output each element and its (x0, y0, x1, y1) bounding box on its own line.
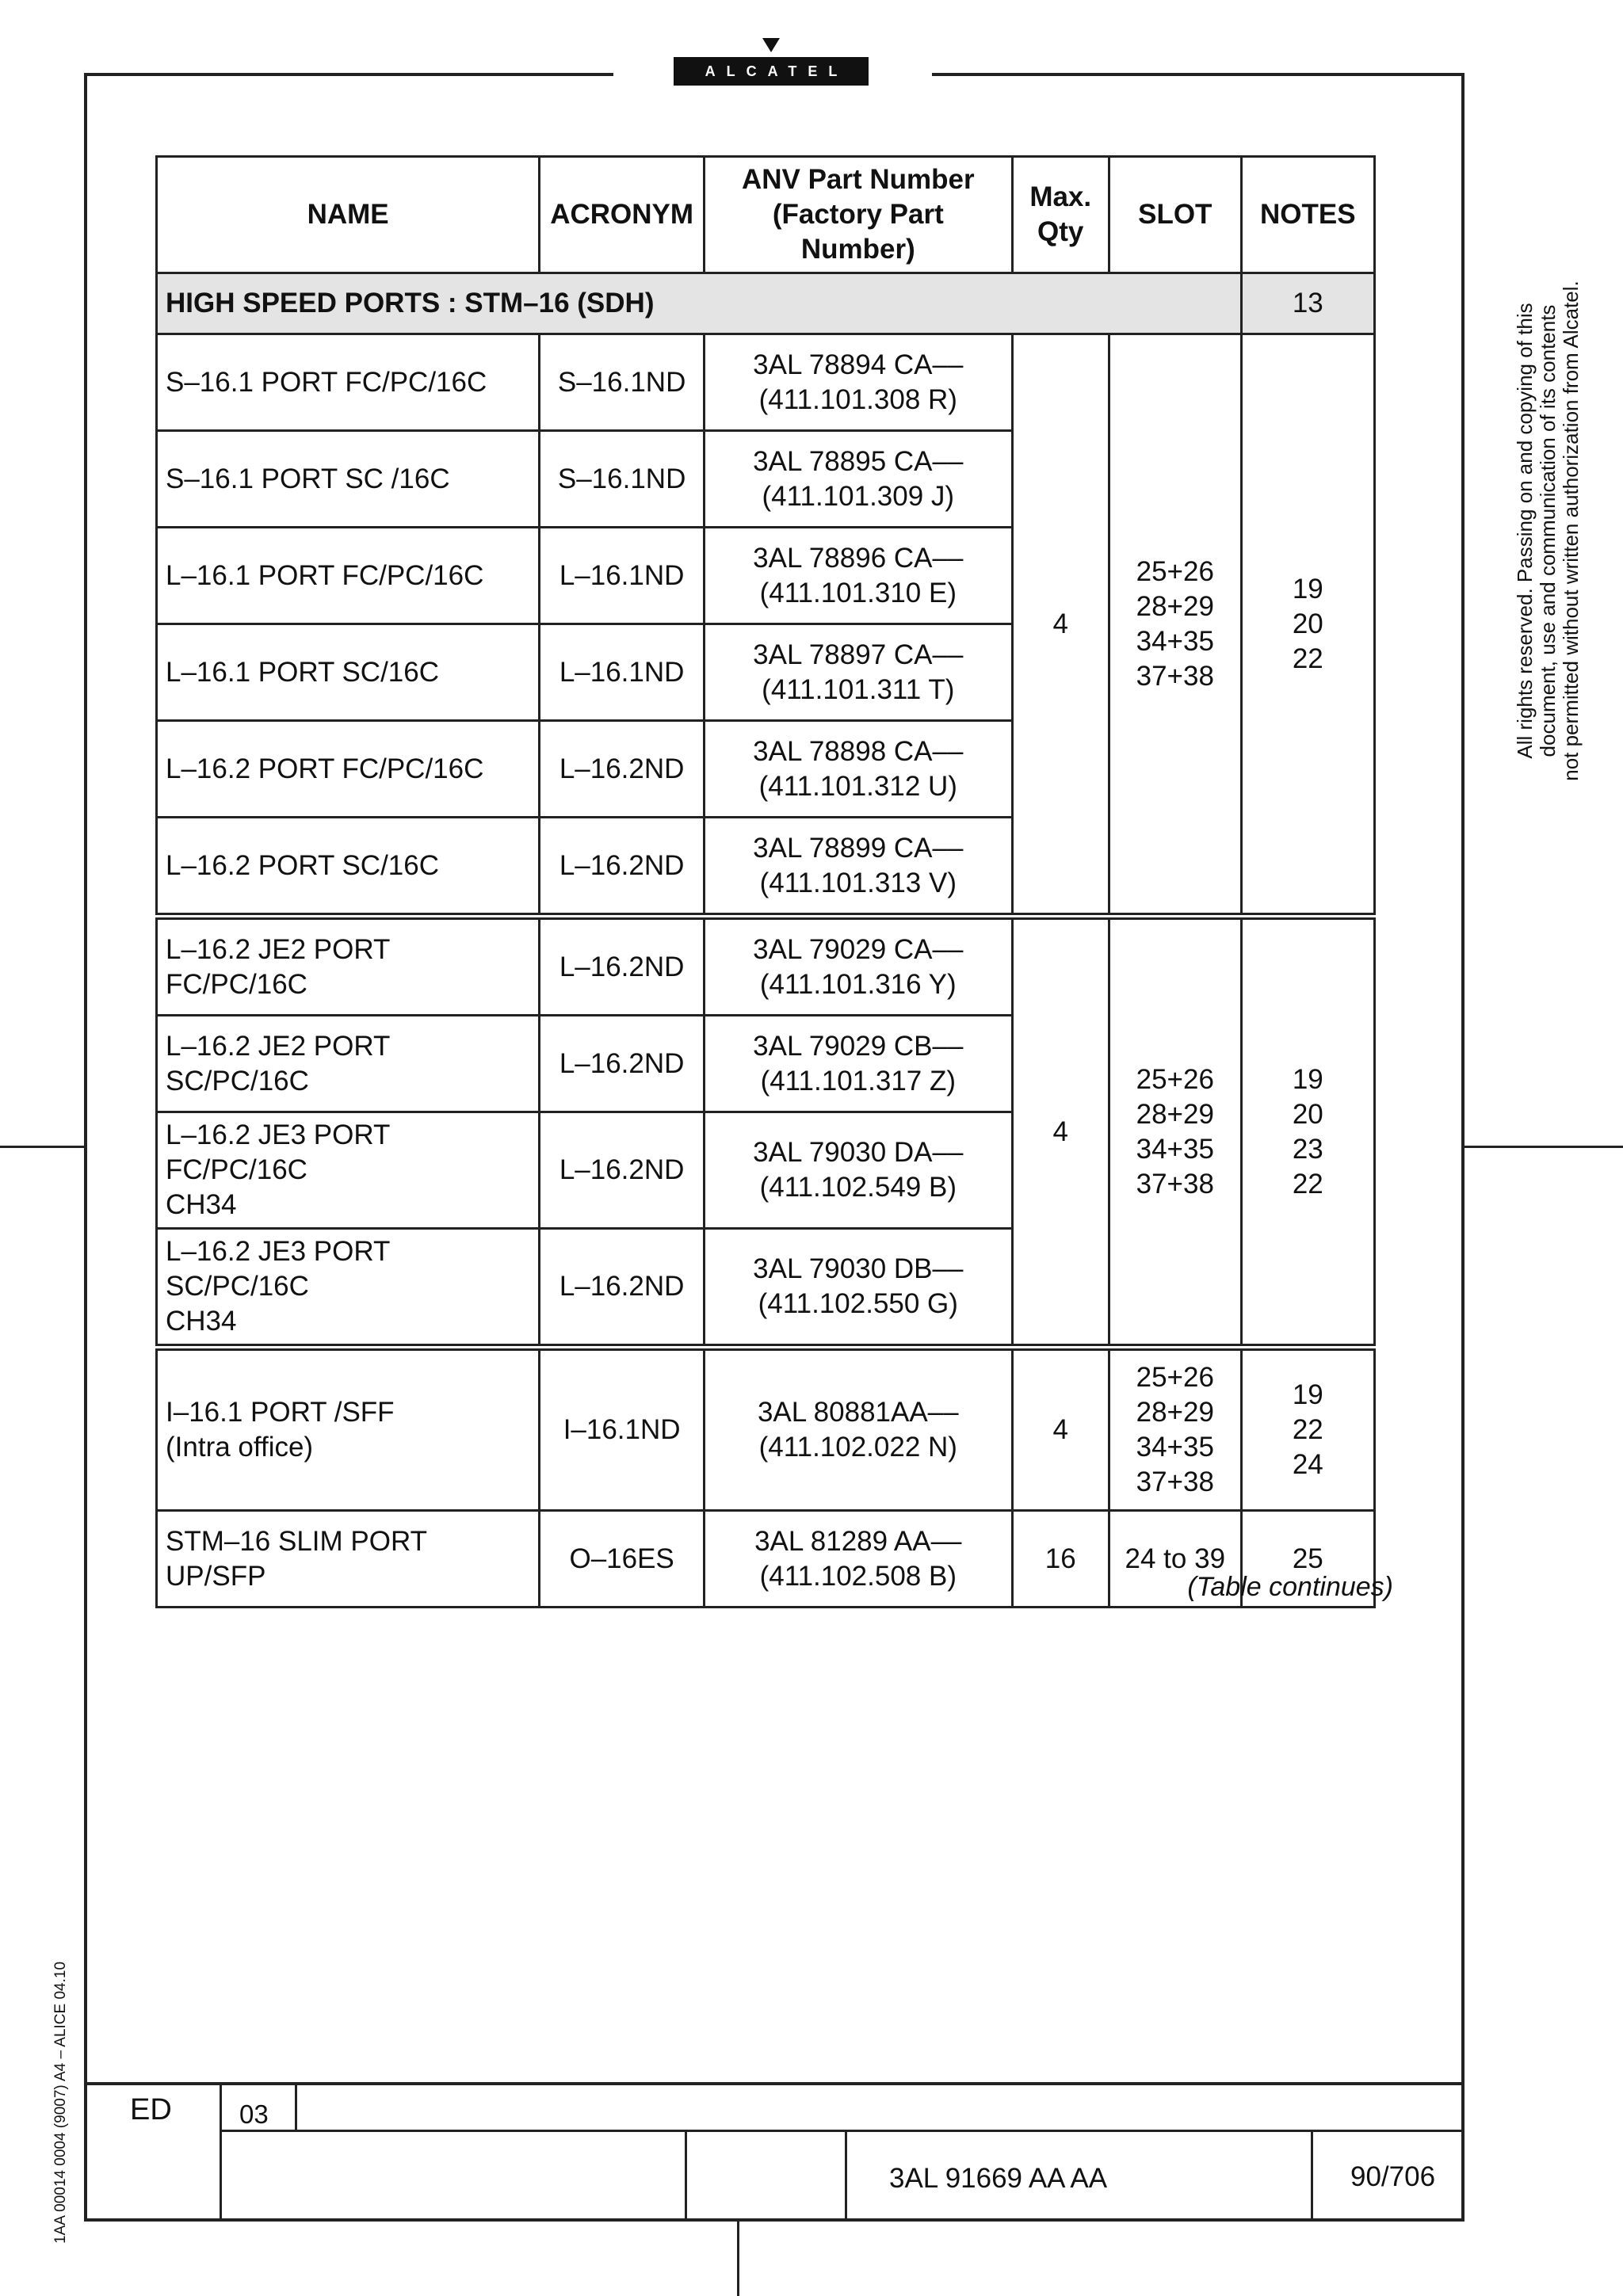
section-row (157, 273, 1375, 334)
header-notes: NOTES (1241, 157, 1374, 273)
group1-notes: 19 20 22 (1241, 334, 1374, 917)
footer-div-4 (845, 2130, 847, 2222)
section-notes: 13 (1241, 273, 1374, 334)
parts-table (155, 155, 1376, 1608)
table-continues-note: (Table continues) (1187, 1572, 1393, 1602)
table-row: L–16.2 JE3 PORT SC/PC/16C CH34 L–16.2ND 3AL 79030 DB–– (411.102.550 G) (157, 1229, 1375, 1348)
rights-notice: All rights reserved. Passing on and copying of this document, use and communication of its contents not permitted without written authorization from Alcatel. (1513, 280, 1583, 781)
table-row: STM–16 SLIM PORT UP/SFP O–16ES 3AL 81289 AA–– (411.102.508 B) 16 24 to 39 25 (157, 1511, 1375, 1608)
header-slot: SLOT (1109, 157, 1241, 273)
footer-ed-label: ED (130, 2093, 172, 2126)
footer-page-number: 90/706 (1350, 2161, 1436, 2192)
table-row: I–16.1 PORT /SFF (Intra office) I–16.1ND 3AL 80881AA–– (411.102.022 N) 4 25+26 28+29 34+35 37+38 19 22 24 (157, 1348, 1375, 1511)
header-acronym: ACRONYM (540, 157, 705, 273)
footer-mid-line (221, 2130, 1465, 2132)
table-row: S–16.1 PORT FC/PC/16C S–16.1ND 3AL 78894 CA–– (411.101.308 R) 4 25+26 28+29 34+35 37+38 19 20 22 (157, 334, 1375, 431)
group1-slot: 25+26 28+29 34+35 37+38 (1109, 334, 1241, 917)
table-row: L–16.2 PORT FC/PC/16C L–16.2ND 3AL 78898 CA–– (411.101.312 U) (157, 721, 1375, 818)
logo-text: ALCATEL (674, 57, 869, 86)
footer-div-1 (220, 2082, 222, 2222)
footer-div-2 (295, 2082, 297, 2131)
frame-top-right (932, 73, 1465, 76)
table-row: S–16.1 PORT SC /16C S–16.1ND 3AL 78895 CA–– (411.101.309 J) (157, 431, 1375, 528)
table-row: L–16.2 JE3 PORT FC/PC/16C CH34 L–16.2ND 3AL 79030 DA–– (411.102.549 B) (157, 1112, 1375, 1229)
alcatel-logo (674, 38, 869, 86)
table-row: L–16.2 JE2 PORT FC/PC/16C L–16.2ND 3AL 79029 CA–– (411.101.316 Y) 4 25+26 28+29 34+35 37+38 19 20 23 22 (157, 917, 1375, 1016)
frame-top-left (84, 73, 613, 76)
footer-div-5 (1311, 2130, 1313, 2222)
table-row: L–16.1 PORT FC/PC/16C L–16.1ND 3AL 78896 CA–– (411.101.310 E) (157, 528, 1375, 624)
table-header-row (157, 157, 1375, 273)
logo-triangle-icon (762, 38, 780, 52)
footer-doc-number: 3AL 91669 AA AA (889, 2163, 1108, 2194)
footer-top-line (84, 2082, 1465, 2085)
right-tick (1465, 1146, 1623, 1148)
group2-notes: 19 20 23 22 (1241, 917, 1374, 1348)
header-qty: Max. Qty (1012, 157, 1109, 273)
left-tick (0, 1146, 84, 1148)
document-reference: 1AA 00014 0004 (9007) A4 – ALICE 04.10 (52, 1961, 69, 2244)
header-anv: ANV Part Number (Factory Part Number) (705, 157, 1012, 273)
group2-qty: 4 (1012, 917, 1109, 1348)
footer-ed-value: 03 (239, 2100, 269, 2129)
group1-qty: 4 (1012, 334, 1109, 917)
table-row: L–16.2 PORT SC/16C L–16.2ND 3AL 78899 CA–– (411.101.313 V) (157, 818, 1375, 917)
footer-div-3 (685, 2130, 687, 2222)
section-title: HIGH SPEED PORTS : STM–16 (SDH) (157, 273, 1242, 334)
header-name: NAME (157, 157, 540, 273)
table-row: L–16.2 JE2 PORT SC/PC/16C L–16.2ND 3AL 79029 CB–– (411.101.317 Z) (157, 1016, 1375, 1112)
bottom-tick (737, 2222, 739, 2296)
table-row: L–16.1 PORT SC/16C L–16.1ND 3AL 78897 CA–– (411.101.311 T) (157, 624, 1375, 721)
group2-slot: 25+26 28+29 34+35 37+38 (1109, 917, 1241, 1348)
